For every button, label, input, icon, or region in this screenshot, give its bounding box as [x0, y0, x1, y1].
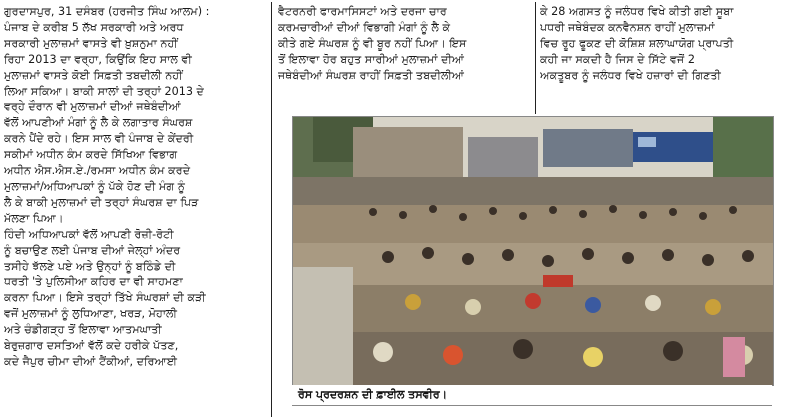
- text-line: ਸਰਕਾਰੀ ਮੁਲਾਜ਼ਮਾਂ ਵਾਸਤੇ ਵੀ ਖ਼ੁਸ਼ਨੁਮਾ ਨਹੀਂ: [4, 36, 178, 50]
- text-line: ਵੈਟਰਨਰੀ ਫਾਰਮਾਸਿਸਟਾਂ ਅਤੇ ਦਰਜਾ ਚਾਰ: [278, 5, 447, 18]
- protest-photo: [292, 116, 774, 386]
- text-line: ਜਥੇਬੰਦੀਆਂ ਸੰਘਰਸ਼ ਰਾਹੀਂ ਸਿਫ਼ਤੀ ਤਬਦੀਲੀਆਂ: [278, 68, 465, 82]
- text-line: ਬੇਰੁਜ਼ਗਾਰ ਦਸਤਿਆਂ ਵੱਲੋਂ ਕਦੇ ਹਰੀਕੇ ਪੱਤਣ,: [4, 339, 179, 353]
- text-line: ਹਿੰਦੀ ਅਧਿਆਪਕਾਂ ਵੱਲੋਂ ਆਪਣੀ ਰੋਜ਼ੀ-ਰੋਟੀ: [4, 227, 174, 241]
- text-line: ਪਧਰੀ ਜਥੇਬੰਦਕ ਕਨਵੈਨਸ਼ਨ ਰਾਹੀਂ ਮੁਲਾਜ਼ਮਾਂ: [540, 20, 715, 34]
- article-column-2: [278, 4, 533, 84]
- text-line: ਮੁਲਾਜ਼ਮਾਂ/ਅਧਿਆਪਕਾਂ ਨੂੰ ਪੱਕੇ ਹੋਣ ਦੀ ਮੰਗ ਨੂੰ: [4, 179, 185, 193]
- text-line: ਕਹੀ ਜਾ ਸਕਦੀ ਹੈ ਜਿਸ ਦੇ ਸਿੱਟੇ ਵਜੋਂ 2: [540, 52, 695, 66]
- column-divider: [271, 2, 272, 417]
- text-line: ਵਜੋਂ ਮੁਲਾਜ਼ਮਾਂ ਨੂੰ ਲੁਧਿਆਣਾ, ਖਰੜ, ਮੋਹਾਲੀ: [4, 307, 177, 321]
- text-line: ਪੰਜਾਬ ਦੇ ਕਰੀਬ 5 ਲੱਖ ਸਰਕਾਰੀ ਅਤੇ ਅਰਧ: [4, 20, 184, 34]
- text-line: ਅਧੀਨ ਐਸ.ਐਸ.ਏ./ਰਮਸਾ ਅਧੀਨ ਕੰਮ ਕਰਦੇ: [4, 164, 191, 178]
- text-line: ਸਕੀਮਾਂ ਅਧੀਨ ਕੰਮ ਕਰਦੇ ਸਿੱਖਿਆ ਵਿਭਾਗ: [4, 148, 178, 162]
- text-line: ਤੋਂ ਇਲਾਵਾ ਹੋਰ ਬਹੁਤ ਸਾਰੀਆਂ ਮੁਲਾਜ਼ਮਾਂ ਦੀਆਂ: [278, 52, 465, 66]
- text-line: ਵਿਚ ਰੂਹ ਫੂਕਣ ਦੀ ਕੋਸ਼ਿਸ਼ ਸ਼ਲਾਘਾਯੋਗ ਪ੍ਰਾਪਤੀ: [540, 36, 734, 50]
- article-column-3: [540, 4, 796, 84]
- text-line: ਮੁਲਾਜ਼ਮਾਂ ਵਾਸਤੇ ਕੋਈ ਸਿਫ਼ਤੀ ਤਬਦੀਲੀ ਨਹੀਂ: [4, 68, 183, 82]
- text-line: ਅਤੇ ਚੰਡੀਗੜ੍ਹ ਤੋਂ ਇਲਾਵਾ ਆਤਮਘਾਤੀ: [4, 323, 162, 337]
- caption-divider: [292, 405, 772, 406]
- text-line: ਕਰਨਾ ਪਿਆ। ਇਸੇ ਤਰ੍ਹਾਂ ਤਿੱਖੇ ਸੰਘਰਸ਼ਾਂ ਦੀ ਕੜੀ: [4, 291, 206, 305]
- text-line: ਮੱਲਣਾ ਪਿਆ।: [4, 211, 64, 225]
- text-line: ਕਰਨੇ ਪੈਂਦੇ ਰਹੇ। ਇਸ ਸਾਲ ਵੀ ਪੰਜਾਬ ਦੇ ਕੇਂਦਰੀ: [4, 132, 194, 146]
- text-line: ਕਦੇ ਜੈਪੁਰ ਚੀਮਾ ਦੀਆਂ ਟੈਂਕੀਆਂ, ਦਰਿਆਈ: [4, 354, 178, 368]
- text-line: ਰਿਹਾ 2013 ਦਾ ਵਰ੍ਹਾ, ਕਿਉਂਕਿ ਇਹ ਸਾਲ ਵੀ: [4, 52, 192, 66]
- text-line: ਅਕਤੂਬਰ ਨੂੰ ਜਲੰਧਰ ਵਿਖੇ ਹਜ਼ਾਰਾਂ ਦੀ ਗਿਣਤੀ: [540, 68, 721, 82]
- article-column-1: [4, 4, 266, 370]
- photo-caption: ਰੋਸ ਪ੍ਰਦਰਸ਼ਨ ਦੀ ਫ਼ਾਈਲ ਤਸਵੀਰ।: [292, 385, 772, 405]
- text-line: ਧਰਤੀ 'ਤੇ ਪੁਲਿਸੀਆ ਕਹਿਰ ਦਾ ਵੀ ਸਾਹਮਣਾ: [4, 275, 183, 289]
- text-line: ਲੈ ਕੇ ਬਾਕੀ ਮੁਲਾਜ਼ਮਾਂ ਦੀ ਤਰ੍ਹਾਂ ਸੰਘਰਸ਼ ਦਾ ਪਿੜ: [4, 195, 199, 209]
- column-divider: [535, 2, 536, 114]
- text-line: ਵੱਲੋਂ ਆਪਣੀਆਂ ਮੰਗਾਂ ਨੂੰ ਲੈ ਕੇ ਲਗਾਤਾਰ ਸੰਘਰਸ਼: [4, 116, 193, 130]
- text-line: ਕਰਮਚਾਰੀਆਂ ਦੀਆਂ ਵਿਭਾਗੀ ਮੰਗਾਂ ਨੂੰ ਲੈ ਕੇ: [278, 20, 451, 34]
- protest-crowd-illustration: [293, 117, 773, 385]
- text-line: ਵਰ੍ਹੇ ਦੌਰਾਨ ਵੀ ਮੁਲਾਜ਼ਮਾਂ ਦੀਆਂ ਜਥੇਬੰਦੀਆਂ: [4, 100, 181, 114]
- text-line: ਕੇ 28 ਅਗਸਤ ਨੂੰ ਜਲੰਧਰ ਵਿਖੇ ਕੀਤੀ ਗਈ ਸੂਬਾ: [540, 5, 734, 18]
- text-line: ਗੁਰਦਾਸਪੁਰ, 31 ਦਸੰਬਰ (ਹਰਜੀਤ ਸਿੰਘ ਆਲਮ) :: [4, 5, 210, 18]
- text-line: ਨੂੰ ਬਚਾਉਣ ਲਈ ਪੰਜਾਬ ਦੀਆਂ ਜੇਲ੍ਹਾਂ ਅੰਦਰ: [4, 243, 181, 257]
- text-line: ਕੀਤੇ ਗਏ ਸੰਘਰਸ਼ ਨੂੰ ਵੀ ਬੂਰ ਨਹੀਂ ਪਿਆ। ਇਸ: [278, 36, 467, 50]
- text-line: ਤਸੀਹੇ ਝੱਲਣੇ ਪਏ ਅਤੇ ਉਨ੍ਹਾਂ ਨੂੰ ਬਠਿੰਡੇ ਦੀ: [4, 259, 176, 273]
- text-line: ਲਿਆ ਸਕਿਆ। ਬਾਕੀ ਸਾਲਾਂ ਦੀ ਤਰ੍ਹਾਂ 2013 ਦੇ: [4, 84, 204, 98]
